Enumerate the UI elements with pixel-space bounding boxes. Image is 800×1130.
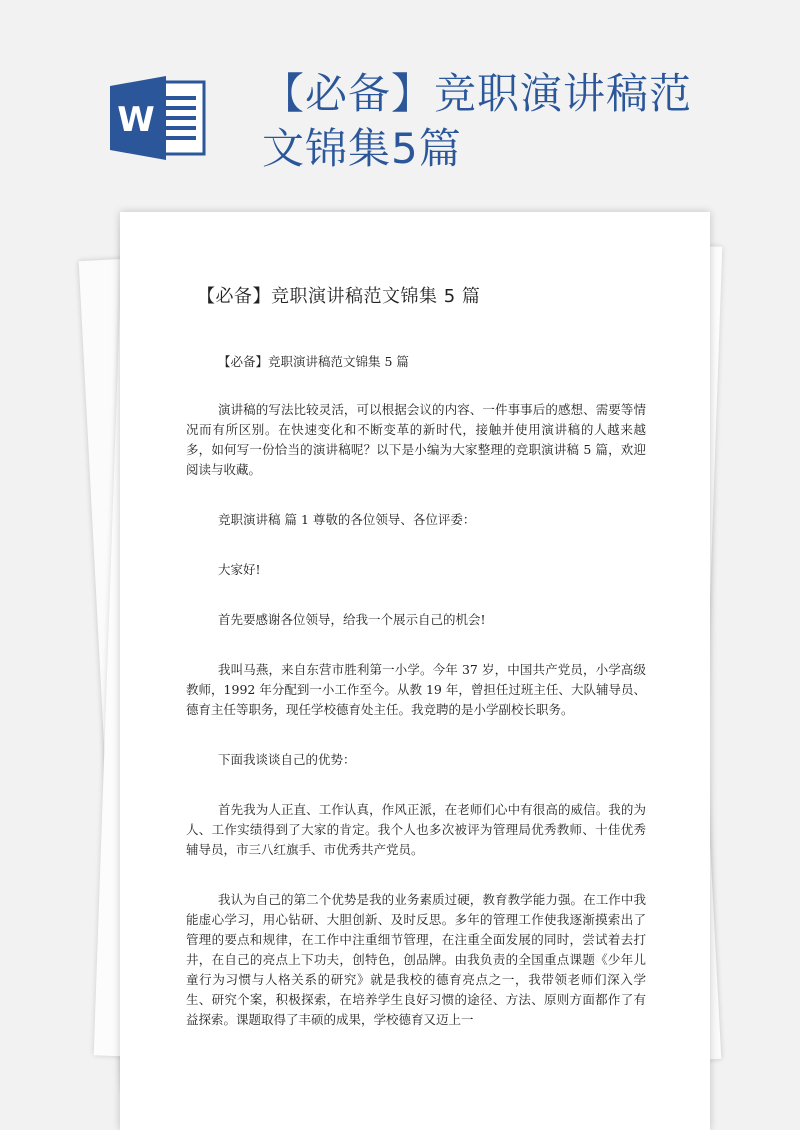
paragraph: 我叫马燕，来自东营市胜利第一小学。今年 37 岁，中国共产党员，小学高级教师，1992 年分配到一小工作至今。从教 19 年，曾担任过班主任、大队辅导员、德育主任等职务，现任学校德育处主任。我竞聘的是小学副校长职务。 (186, 662, 646, 717)
header-title-line1: 【必备】竞职演讲稿范 (262, 69, 693, 118)
paragraph: 大家好! (218, 562, 261, 577)
document-body (186, 352, 646, 1060)
paragraph: 首先我为人正直、工作认真，作风正派，在老师们心中有很高的威信。我的为人、工作实绩得到了大家的肯定。我个人也多次被评为管理局优秀教师、十佳优秀辅导员，市三八红旗手、市优秀共产党员。 (186, 802, 646, 857)
document-page (120, 212, 710, 1130)
paragraph: 【必备】竞职演讲稿范文锦集 5 篇 (218, 354, 409, 369)
paragraph: 下面我谈谈自己的优势： (218, 752, 356, 767)
header-title-line2: 文锦集5篇 (262, 124, 462, 173)
paragraph: 首先要感谢各位领导，给我一个展示自己的机会! (218, 612, 486, 627)
paragraph: 演讲稿的写法比较灵活，可以根据会议的内容、一件事事后的感想、需要等情况而有所区别。在快速变化和不断变革的新时代，接触并使用演讲稿的人越来越多，如何写一份恰当的演讲稿呢？以下是小编为大家整理的竞职演讲稿 5 篇，欢迎阅读与收藏。 (186, 402, 646, 477)
paragraph: 我认为自己的第二个优势是我的业务素质过硬，教育教学能力强。在工作中我能虚心学习，用心钻研、大胆创新、及时反思。多年的管理工作使我逐渐摸索出了管理的要点和规律，在工作中注重细节管理，在注重全面发展的同时，尝试着去打井，在自己的亮点上下功夫，创特色，创品牌。由我负责的全国重点课题《少年儿童行为习惯与人格关系的研究》就是我校的德育亮点之一，我带领老师们深入学生、研究个案，积极探索，在培养学生良好习惯的途径、方法、原则方面都作了有益探索。课题取得了丰硕的成果，学校德育又迈上一 (186, 892, 646, 1027)
document-title: 【必备】竞职演讲稿范文锦集 5 篇 (197, 286, 481, 307)
header-title (262, 66, 732, 176)
paragraph: 竞职演讲稿 篇 1 尊敬的各位领导、各位评委： (218, 512, 476, 527)
svg-text:W: W (117, 100, 155, 140)
word-icon (110, 76, 206, 160)
